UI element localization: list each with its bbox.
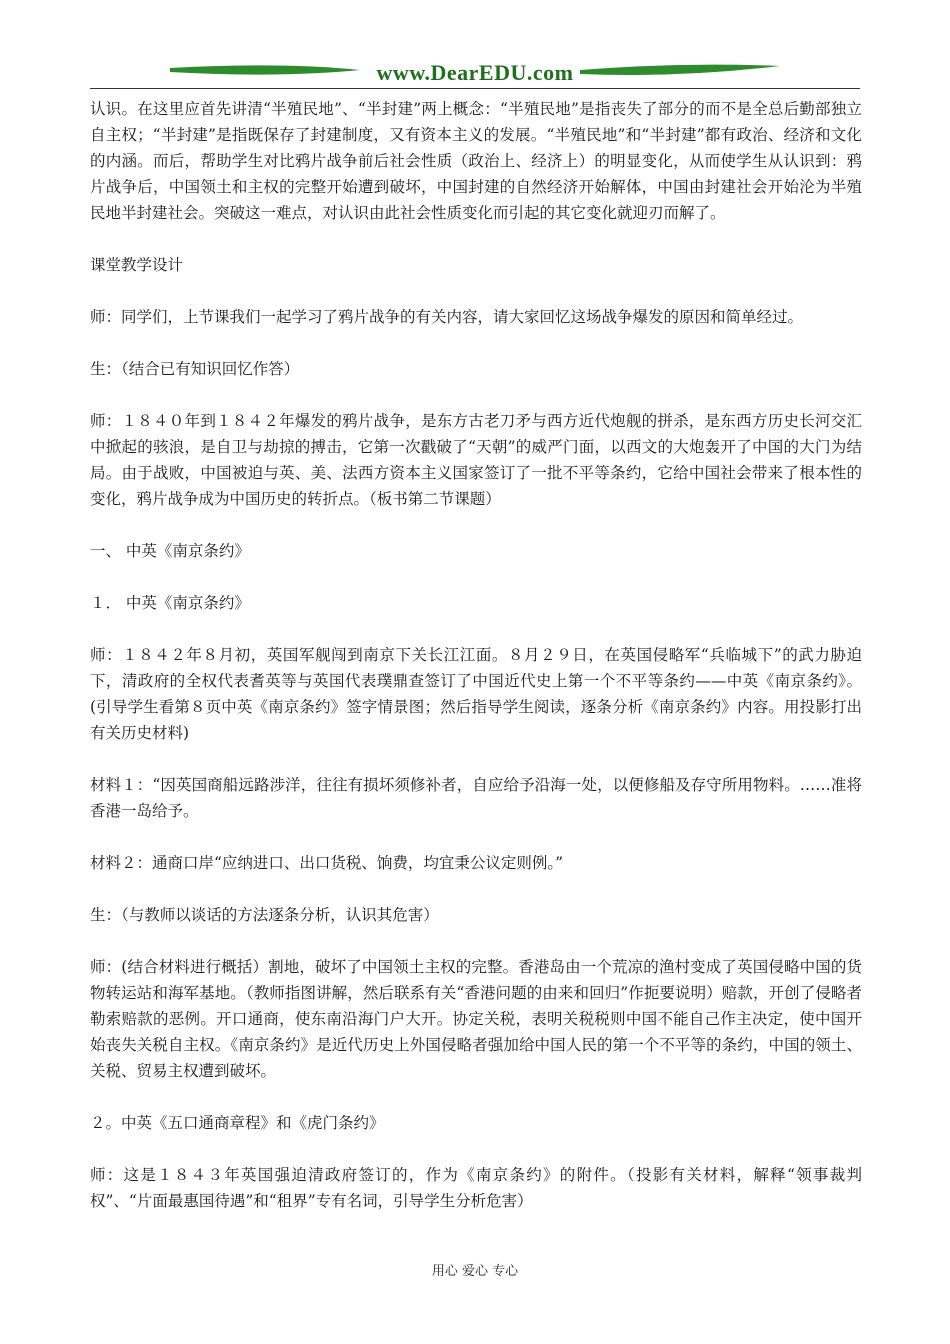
section-heading: 课堂教学设计: [90, 256, 184, 274]
document-body: [90, 96, 862, 1214]
paragraph: 生：（与教师以谈话的方法逐条分析，认识其危害）: [90, 906, 439, 924]
page-footer: 用心 爱心 专心: [431, 1264, 519, 1279]
paragraph: 师：１８４２年８月初，英国军舰闯到南京下关长江江面。８月２９日，在英国侵略军“兵临城下”的武力胁迫下，清政府的全权代表耆英等与英国代表璞鼎查签订了中国近代史上第一个不平等条约——中英《南京条约》。(引导学生看第８页中英《南京条约》签字情景图；然后指导学生阅读，逐条分析《南京条约》内容。用投影打出有关历史材料): [90, 646, 862, 742]
header-divider: [90, 88, 860, 89]
paragraph: 师：(结合材料进行概括）割地，破坏了中国领土主权的完整。香港岛由一个荒凉的渔村变成了英国侵略中国的货物转运站和海军基地。（教师指图讲解，然后联系有关“香港问题的由来和回归”作扼要说明）赔款，开创了侵略者勒索赔款的恶例。开口通商，使东南沿海门户大开。协定关税，表明关税税则中国不能自己作主决定，使中国开始丧失关税自主权。《南京条约》是近代历史上外国侵略者强加给中国人民的第一个不平等的条约，中国的领土、关税、贸易主权遭到破坏。: [90, 958, 862, 1080]
paragraph: 师：这是１８４３年英国强迫清政府签订的，作为《南京条约》的附件。（投影有关材料，解释“领事裁判权”、“片面最惠国待遇”和“租界”专有名词，引导学生分析危害）: [90, 1166, 862, 1210]
subsection-heading: ２。中英《五口通商章程》和《虎门条约》: [90, 1114, 385, 1132]
paragraph: 师：１８４０年到１８４２年爆发的鸦片战争，是东方古老刀矛与西方近代炮舰的拼杀，是东西方历史长河交汇中掀起的骇浪，是自卫与劫掠的搏击，它第一次戳破了“天朝”的威严门面，以西文的大炮轰开了中国的大门为结局。由于战败，中国被迫与英、美、法西方资本主义国家签订了一批不平等条约，它给中国社会带来了根本性的变化，鸦片战争成为中国历史的转折点。（板书第二节课题）: [90, 412, 862, 508]
paragraph: 认识。在这里应首先讲清“半殖民地”、“半封建”两上概念：“半殖民地”是指丧失了部分的而不是全总后勤部独立自主权；“半封建”是指既保存了封建制度，又有资本主义的发展。“半殖民地”和“半封建”都有政治、经济和文化的内涵。而后，帮助学生对比鸦片战争前后社会性质（政治上、经济上）的明显变化，从而使学生从认识到：鸦片战争后，中国领土和主权的完整开始遭到破坏，中国封建的自然经济开始解体，中国由封建社会开始沦为半殖民地半封建社会。突破这一难点，对认识由此社会性质变化而引起的其它变化就迎刃而解了。: [90, 100, 862, 222]
paragraph: 生：（结合已有知识回忆作答）: [90, 360, 300, 378]
page-header: [90, 58, 860, 90]
section-heading: 一、 中英《南京条约》: [90, 542, 250, 560]
subsection-heading: １． 中英《南京条约》: [90, 594, 250, 612]
paragraph: 材料１：“因英国商船远路涉洋，往往有损坏须修补者，自应给予沿海一处，以便修船及存守所用物料。……准将香港一岛给予。: [90, 776, 862, 820]
paragraph: 师：同学们，上节课我们一起学习了鸦片战争的有关内容，请大家回忆这场战争爆发的原因和简单经过。: [90, 308, 804, 326]
paragraph: 材料２：通商口岸“应纳进口、出口货税、饷费，均宜秉公议定则例。”: [90, 854, 564, 872]
site-logo[interactable]: www.DearEDU.com: [376, 60, 574, 85]
